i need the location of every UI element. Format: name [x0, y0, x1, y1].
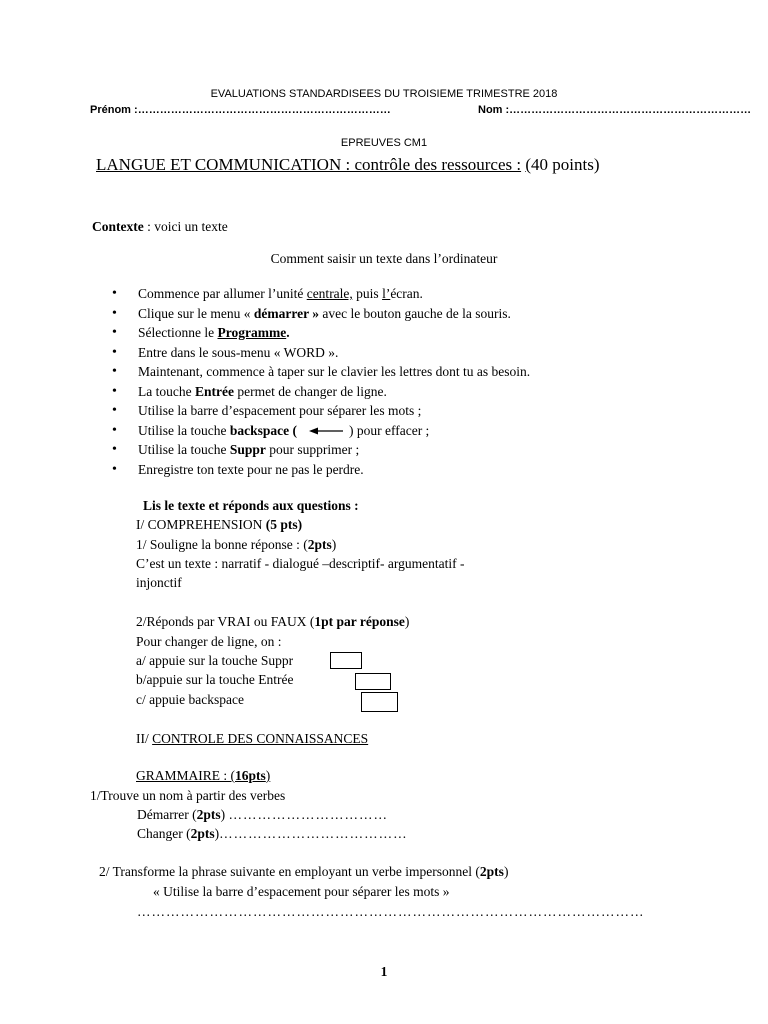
question-1-options: C’est un texte : narratif - dialogué –descriptif- argumentatif - [136, 556, 465, 571]
question-1-options-cont: injonctif [136, 575, 182, 590]
list-item: • Clique sur le menu « démarrer » avec le bouton gauche de la souris. [112, 304, 530, 324]
question-2-option-c: c/ appuie backspace [136, 692, 244, 707]
exam-title: EVALUATIONS STANDARDISEES DU TROISIEME TRIMESTRE 2018 [210, 88, 558, 100]
question-2: 2/Réponds par VRAI ou FAUX (1pt par réponse) [136, 614, 410, 629]
answer-line[interactable]: …………………………………………………………………………………………… [137, 904, 645, 919]
grammar-heading: GRAMMAIRE : (16pts) [136, 768, 271, 783]
list-item: • Enregistre ton texte pour ne pas le perdre. [112, 460, 530, 480]
list-item: • Commence par allumer l’unité centrale, puis l’écran. [112, 284, 530, 304]
answer-box-a[interactable] [330, 652, 362, 669]
list-item: • Maintenant, commence à taper sur le clavier les lettres dont tu as besoin. [112, 362, 530, 382]
answer-box-b[interactable] [355, 673, 391, 690]
question-2-stem: Pour changer de ligne, on : [136, 634, 282, 649]
subject-heading: LANGUE ET COMMUNICATION : contrôle des ressources : (40 points) [96, 155, 600, 174]
grammar-question-1: 1/Trouve un nom à partir des verbes [90, 788, 286, 803]
verb-changer: Changer (2pts)………………………………… [137, 826, 408, 841]
question-2-option-b: b/appuie sur la touche Entrée [136, 672, 294, 687]
comprehension-heading: I/ COMPREHENSION (5 pts) [136, 517, 303, 532]
verb-demarrer: Démarrer (2pts) …………………………… [137, 807, 388, 822]
nom-line: Nom :………………………………………………………… [478, 104, 752, 116]
question-1: 1/ Souligne la bonne réponse : (2pts) [136, 537, 337, 552]
text-title: Comment saisir un texte dans l’ordinateur [270, 251, 498, 266]
question-2-option-a: a/ appuie sur la touche Suppr [136, 653, 294, 668]
list-item: • Entre dans le sous-menu « WORD ». [112, 343, 530, 363]
epreuves-label: EPREUVES CM1 [340, 137, 428, 149]
list-item: • Utilise la touche Suppr pour supprimer ; [112, 440, 530, 460]
sentence-to-transform: « Utilise la barre d’espacement pour séparer les mots » [153, 884, 450, 899]
context-line: Contexte : voici un texte [92, 219, 228, 234]
questions-intro: Lis le texte et réponds aux questions : [143, 498, 359, 513]
left-arrow-icon [309, 427, 343, 435]
list-item: • Sélectionne le Programme. [112, 323, 530, 343]
grammar-question-2: 2/ Transforme la phrase suivante en employant un verbe impersonnel (2pts) [99, 864, 509, 879]
prenom-line: Prénom :…………………………………………………………… [90, 104, 391, 116]
list-item: • Utilise la barre d’espacement pour séparer les mots ; [112, 401, 530, 421]
list-item: • Utilise la touche backspace ( ) pour effacer ; [112, 421, 530, 441]
list-item: • La touche Entrée permet de changer de ligne. [112, 382, 530, 402]
instructions-list [112, 284, 530, 479]
knowledge-heading: II/ CONTROLE DES CONNAISSANCES [136, 731, 369, 746]
answer-box-c[interactable] [361, 692, 398, 712]
page-number: 1 [380, 964, 388, 979]
